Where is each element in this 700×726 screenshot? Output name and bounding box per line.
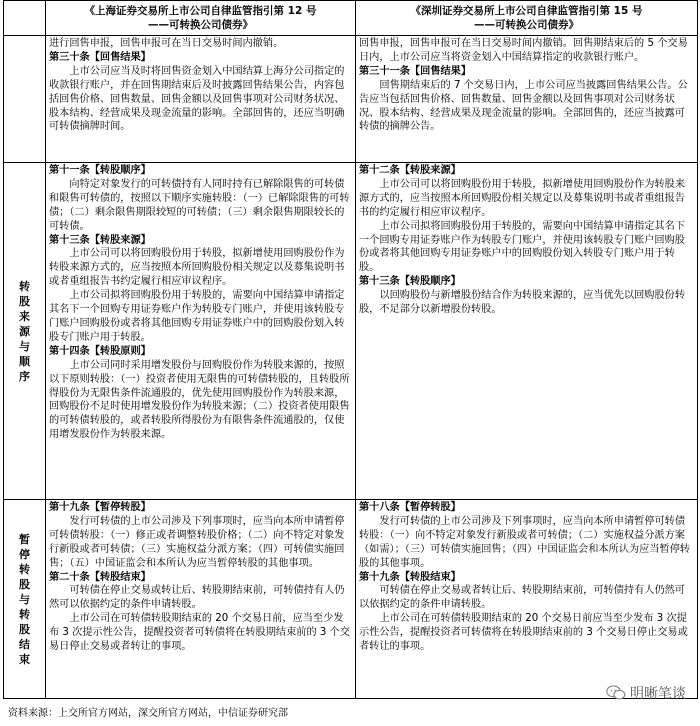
table-row [4, 500, 698, 699]
article-paragraph: 上市公司在可转债转股期结束的 20 个交易日前，应当至少发布 3 次提示性公告，提醒投资者可转债将在转股期结束前的 3 个交易日停止交易或者转让的事项。 [49, 613, 350, 653]
article-paragraph: 上市公司拟将回购股份用于转股的，需要向中国结算申请指定其名下一个回购专用证券账户作为转股专门账户，并使用该转股专门账户回购股份或者将其他回购专用证券账户中的回购股份划入转股专门账户用于转股。 [359, 220, 686, 274]
header-category-cell [4, 1, 46, 35]
watermark [606, 683, 686, 703]
comparison-table [3, 0, 698, 699]
table-row [4, 163, 698, 500]
sz-cell [356, 163, 698, 499]
article-paragraph: 上市公司应当及时将回售资金划入中国结算上海分公司指定的收款银行账户，并在回售期结束后及时披露回售结果公告，内容包括回售价格、回售数量、回售金额以及回售事项对公司财务状况、股本结构、经营成果及现金流量的影响。全部回售的，还应当明确可转债摘牌时间。 [49, 65, 345, 133]
category-cell [4, 163, 46, 499]
category-label: 转股来源与顺序 [19, 279, 30, 383]
article-heading: 第十三条【转股顺序】 [359, 276, 461, 288]
article-heading: 第十九条【暂停转股】 [49, 502, 151, 513]
article-paragraph: 上市公司可以将回购股份用于转股，拟新增使用回购股份作为转股来源方式的，应当按照本所回购股份相关规定以及募集说明书或者重组报告书的约定履行相应审议程序。 [359, 178, 686, 218]
article-heading: 第二十条【转股结束】 [49, 571, 151, 583]
article-heading: 第十八条【暂停转股】 [359, 502, 461, 513]
category-cell [4, 36, 46, 162]
article-paragraph: 发行可转债的上市公司涉及下列事项时，应当向本所申请暂停可转债转股：（一）修正或者调整转股价格；（二）向不特定对象发行新股或者可转债；（三）实施权益分派方案；（四）可转债实施回售；（五）中国证监会和本所认为应当暂停转股的其他事项。 [49, 515, 345, 569]
header-sh-cell [46, 1, 356, 35]
article-paragraph: 上市公司同时采用增发股份与回购股份作为转股来源的，按照以下原则转股：（一）投资者使用无限售的可转债转股的，且转股所得股份为无限售条件流通股的，优先使用回购股份作为转股来源，回购股份不足时使用增发股份作为转股来源；（二）投资者使用限售的可转债转股的，或者转股所得股份为有限售条件流通股的，仅使用增发股份作为转股来源。 [49, 359, 350, 441]
article-paragraph: 进行回售申报，回售申报可在当日交易时间内撤销。 [49, 38, 284, 49]
sh-cell [46, 500, 356, 698]
category-label: 暂停转股与转股结束 [19, 532, 30, 666]
article-paragraph: 以回购股份与新增股份结合作为转股来源的，应当优先以回购股份转股，不足部分以新增股份转股。 [359, 290, 686, 316]
header-sz-cell [356, 1, 698, 35]
table-row [4, 36, 698, 163]
header-sz-line2: ——可转换公司债券》 [474, 19, 579, 31]
header-sh-line1: 《上海证券交易所上市公司自律监管指引第 12 号 [84, 5, 317, 17]
header-sh-line2: ——可转换公司债券》 [148, 19, 253, 31]
article-heading: 第十二条【转股来源】 [359, 165, 461, 176]
source-note: 资料来源：上交所官方网站，深交所官方网站，中信证券研究部 [8, 708, 288, 719]
article-paragraph: 可转债在停止交易或者转让后、转股期结束前，可转债持有人仍然可以依据约定的条件申请转股。 [359, 585, 686, 611]
article-heading: 第十一条【转股顺序】 [49, 165, 151, 176]
article-paragraph: 上市公司在可转债转股期结束的 20 个交易日前应当至少发布 3 次提示性公告，提醒投资者可转债将在转股期结束前的 3 个交易日停止交易或者转让的事项。 [359, 613, 688, 653]
article-heading: 第三十条【回售结果】 [49, 51, 151, 63]
article-paragraph: 发行可转债的上市公司涉及下列事项时，应当向本所申请暂停可转债转股：（一）向不特定对象发行新股或者可转债；（二）实施权益分派方案（如需）；（三）可转债实施回售；（四）中国证监会和本所认为应当暂停转股的其他事项。 [359, 515, 691, 569]
sh-cell [46, 163, 356, 499]
table-header-row [4, 1, 698, 36]
article-heading: 第三十一条【回售结果】 [359, 65, 472, 77]
article-heading: 第十三条【转股来源】 [49, 234, 151, 246]
sz-cell [356, 500, 698, 698]
article-paragraph: 回售申报，回售申报可在当日交易时间内撤销。回售期结束后的 5 个交易日内，上市公司应当将资金划入中国结算指定的收款银行账户。 [359, 38, 688, 63]
wechat-icon [606, 684, 626, 702]
category-cell [4, 500, 46, 698]
article-heading: 第十九条【转股结束】 [359, 571, 461, 583]
article-paragraph: 可转债在停止交易或转让后、转股期结束前，可转债持有人仍然可以依据约定的条件申请转股。 [49, 585, 345, 611]
article-paragraph: 上市公司可以将回购股份用于转股，拟新增使用回购股份作为转股来源方式的，应当按照本所回购股份相关规定以及募集说明书或者重组报告书约定履行相应审议程序。 [49, 248, 345, 288]
watermark-text: 明晰笔谈 [630, 686, 686, 702]
sh-cell [46, 36, 356, 162]
article-paragraph: 上市公司拟将回购股份用于转股的，需要向中国结算申请指定其名下一个回购专用证券账户作为转股专门账户，并使用该转股专门账户回购股份或者将其他回购专用证券账户中的回购股份划入转股专门账户用于转股。 [49, 290, 345, 343]
article-paragraph: 回售期结束后的 7 个交易日内，上市公司应当披露回售结果公告。公告应当包括回售价格、回售数量、回售金额以及回售事项对公司财务状况、股本结构、经营成果及现金流量的影响。全部回售的，还应当披露可转债的摘牌公告。 [359, 79, 688, 133]
article-heading: 第十四条【转股原则】 [49, 345, 151, 357]
header-sz-line1: 《深圳证券交易所上市公司自律监管指引第 15 号 [410, 5, 643, 17]
sz-cell [356, 36, 698, 162]
article-paragraph: 向特定对象发行的可转债持有人同时持有已解除限售的可转债和限售可转债的，按照以下顺序实施转股：（一）已解除限售的可转债；（二）剩余限售期限较短的可转债；（三）剩余限售期限较长的可转债。 [49, 178, 350, 232]
